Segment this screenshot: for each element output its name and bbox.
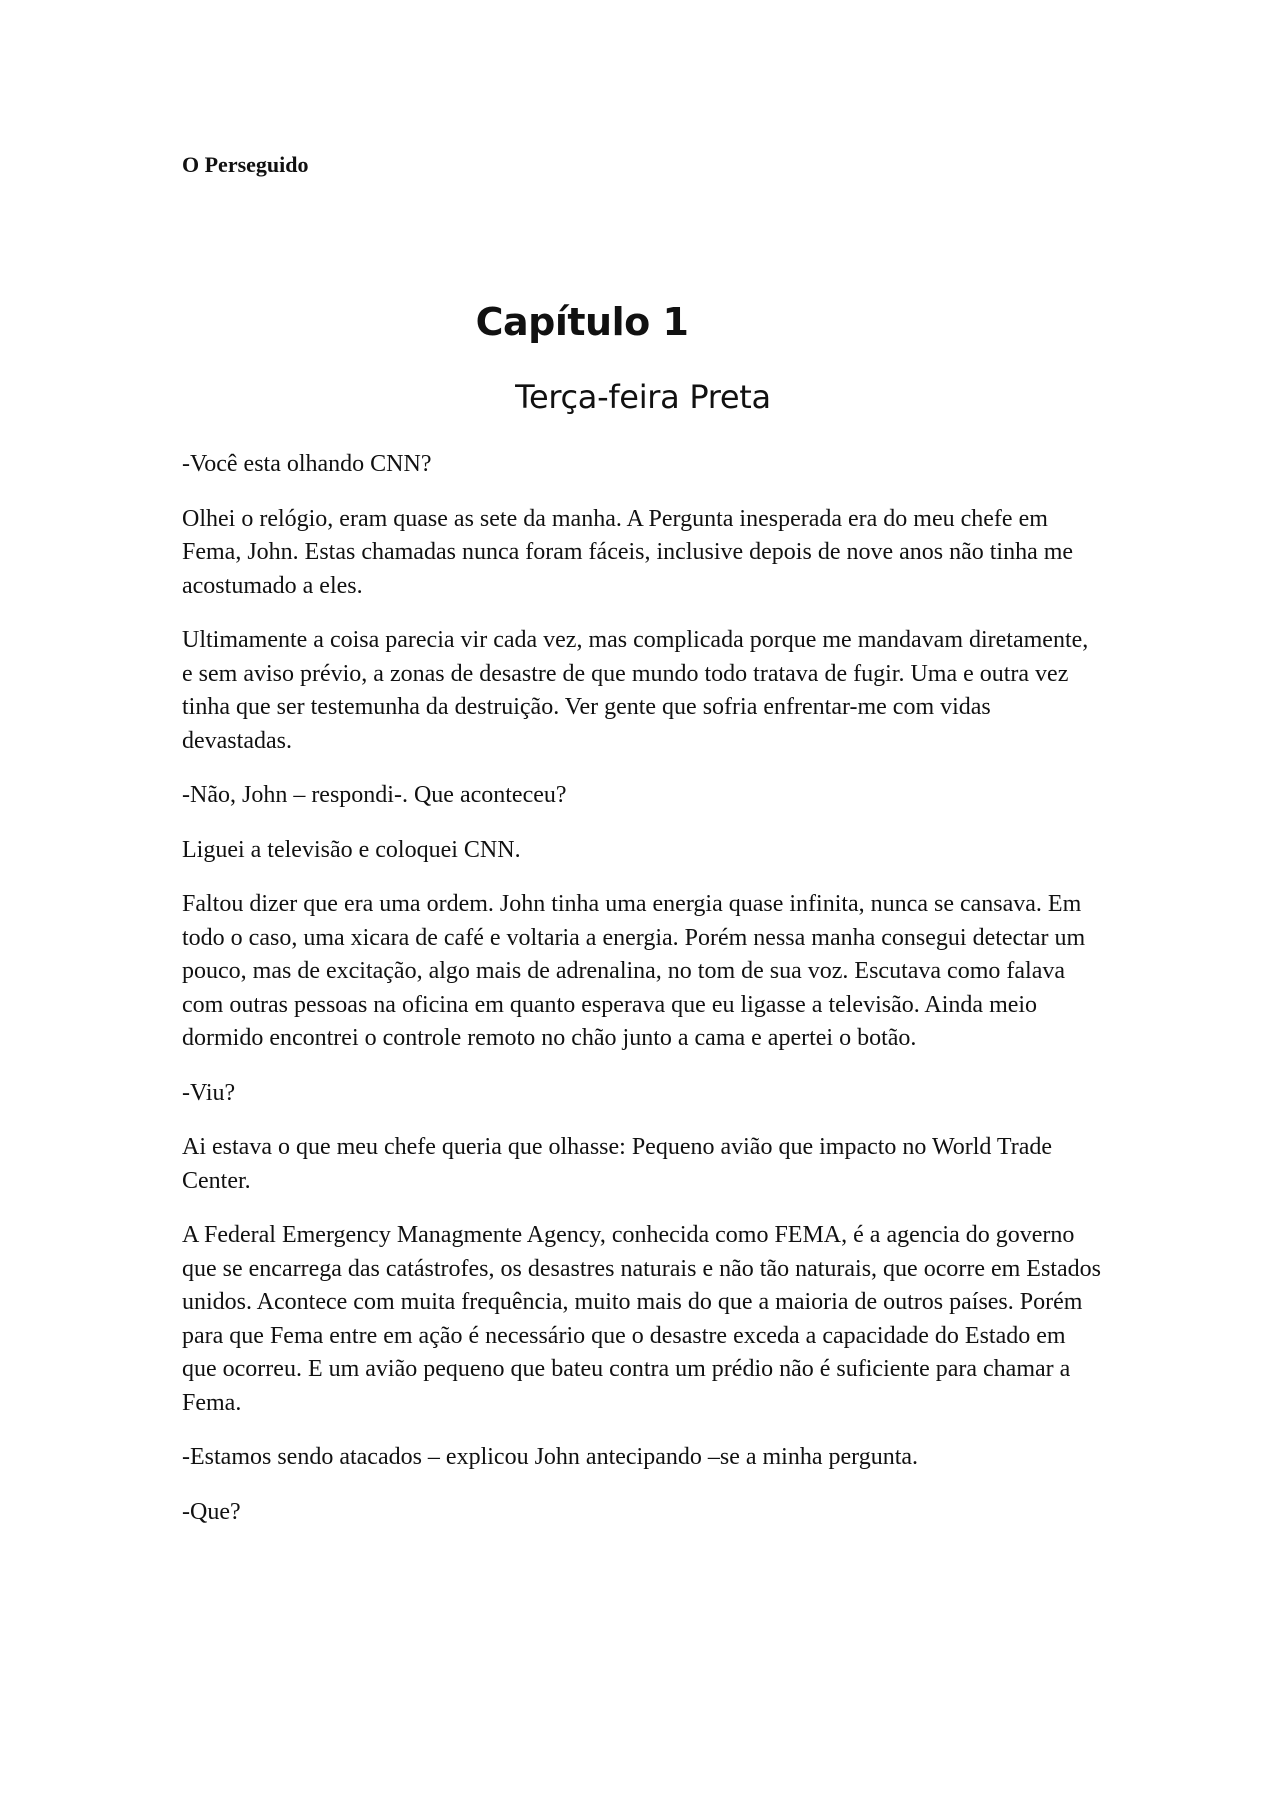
paragraph: -Não, John – respondi-. Que aconteceu? — [182, 782, 567, 808]
paragraph: Olhei o relógio, eram quase as sete da manha. A Pergunta inesperada era do meu chefe em Fema, John. Estas chamadas nunca foram fáceis, inclusive depois de nove anos não tinha me acostumado a eles. — [182, 505, 1074, 599]
paragraph: Faltou dizer que era uma ordem. John tinha uma energia quase infinita, nunca se cansava. Em todo o caso, uma xicara de café e voltaria a energia. Porém nessa manha consegui detectar um pouco, mas de excitação, algo mais de adrenalina, no tom de sua voz. Escutava como falava com outras pessoas na oficina em quanto esperava que eu ligasse a televisão. Ainda meio dormido encontrei o controle remoto no chão junto a cama e apertei o botão. — [182, 891, 1086, 1051]
paragraph: A Federal Emergency Managmente Agency, conhecida como FEMA, é a agencia do governo que se encarrega das catástrofes, os desastres naturais e não tão naturais, que ocorre em Estados unidos. Acontece com muita frequência, muito mais do que a maioria de outros países. Porém para que Fema entre em ação é necessário que o desastre exceda a capacidade do Estado em que ocorreu. E um avião pequeno que bateu contra um prédio não é suficiente para chamar a Fema. — [182, 1222, 1101, 1416]
paragraph: -Viu? — [182, 1079, 236, 1106]
book-title: O Perseguido — [182, 152, 309, 177]
paragraph: Ultimamente a coisa parecia vir cada vez, mas complicada porque me mandavam diretamente, e sem aviso prévio, a zonas de desastre de que mundo todo tratava de fugir. Uma e outra vez tinha que ser testemunha da destruição. Ver gente que sofria enfrentar-me com vidas devastadas. — [182, 627, 1089, 754]
paragraph: Liguei a televisão e coloquei CNN. — [182, 836, 521, 863]
paragraph: -Que? — [182, 1498, 241, 1525]
paragraph: Ai estava o que meu chefe queria que olhasse: Pequeno avião que impacto no World Trade Center. — [182, 1134, 1053, 1194]
chapter-subtitle: Terça-feira Preta — [515, 378, 771, 416]
chapter-body — [182, 448, 1102, 1550]
paragraph: -Estamos sendo atacados – explicou John antecipando –se a minha pergunta. — [182, 1444, 919, 1470]
chapter-heading: Capítulo 1 — [475, 300, 689, 344]
paragraph: -Você esta olhando CNN? — [182, 451, 432, 477]
